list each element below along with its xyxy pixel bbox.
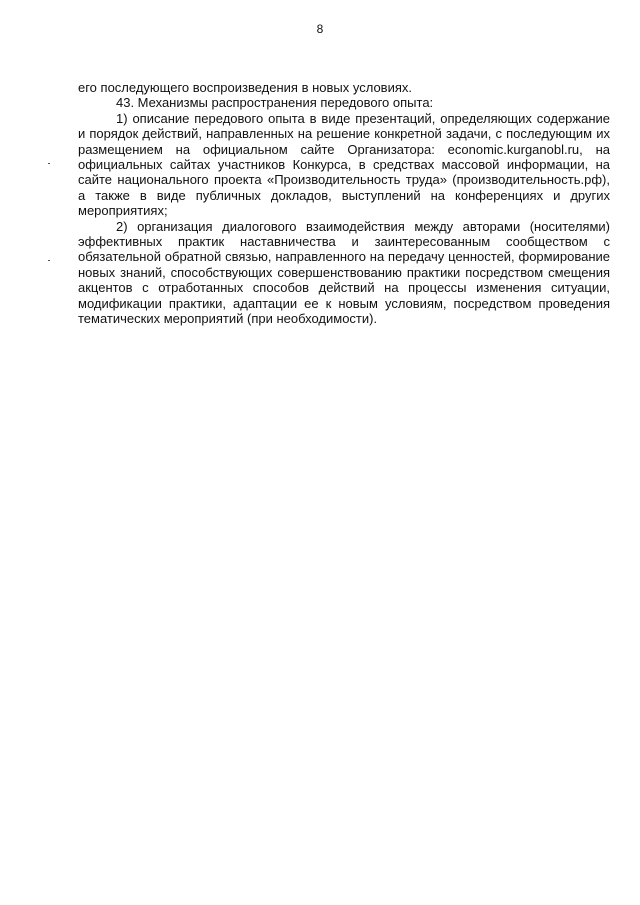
paragraph-item-1: 1) описание передового опыта в виде презентаций, определяющих содержание и порядок действий, направленных на решение конкретной задачи, с последующим их размещением на официальном сайте Организатора: economic.kurganobl.ru, на официальных сайтах участников Конкурса, в средствах массовой информации, на сайте национального проекта «Производительность труда» (производительность.рф), а также в виде публичных докладов, выступлений на конференциях и других мероприятиях; [78,110,610,219]
paragraph-item-2: 2) организация диалогового взаимодействия между авторами (носителями) эффективных практик наставничества и заинтересованным сообществом с обязательной обратной связью, направленного на передачу ценностей, формирование новых знаний, способствующих совершенствованию практики посредством смещения акцентов с отработанных способов действий на процессы изменения ситуации, модификации практики, адаптации ее к новым условиям, посредством проведения тематических мероприятий (при необходимости). [78,218,610,327]
scan-artifact [48,260,50,261]
paragraph-continuation: его последующего воспроизведения в новых условиях. [78,80,412,95]
document-body [78,80,610,327]
page-number: 8 [316,22,324,36]
scan-artifact [48,163,50,164]
paragraph-section-43: 43. Механизмы распространения передового опыта: [116,95,434,111]
